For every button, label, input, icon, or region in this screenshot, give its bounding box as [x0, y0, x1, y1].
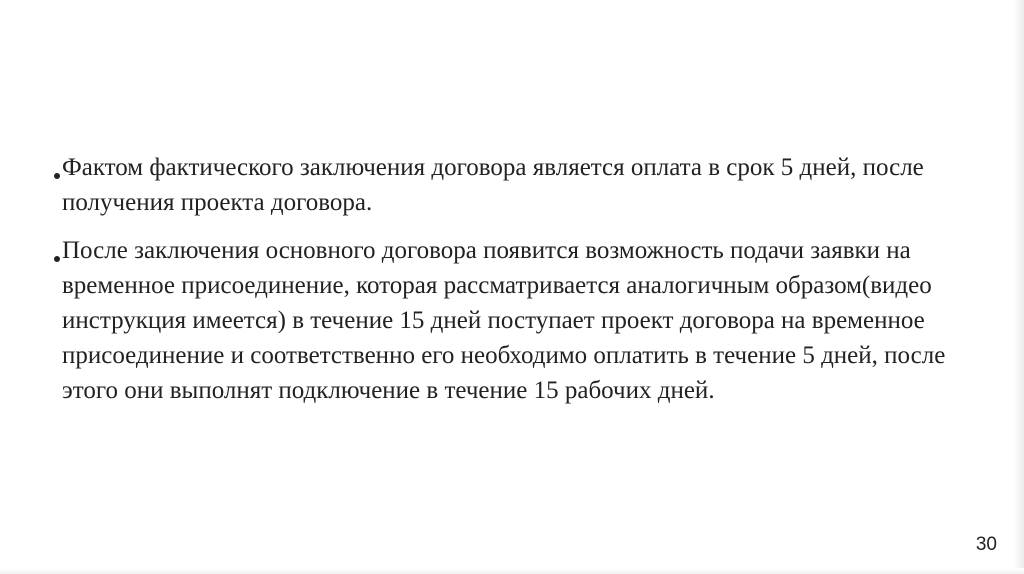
bullet-text: После заключения основного договора появится возможность подачи заявки на временное присоединение, которая рассматривается аналогичным образом(видео инструкция имеется) в течение 15 дней поступает проект договора на временное присоединение и соответственно его необходимо оплатить в течение 5 дней, после этого они выполнят подключение в течение 15 рабочих дней. — [62, 237, 946, 404]
page-number: 30 — [975, 534, 997, 555]
bullet-dot-icon — [54, 173, 60, 179]
bullet-item — [54, 233, 984, 408]
bullet-item — [54, 150, 984, 220]
bullet-text: Фактом фактического заключения договора является оплата в срок 5 дней, после получения проекта договора. — [62, 154, 924, 216]
slide-content — [54, 150, 984, 421]
slide-right-edge — [1014, 0, 1024, 574]
bullet-dot-icon — [54, 256, 60, 262]
slide-bottom-edge — [0, 568, 1024, 574]
